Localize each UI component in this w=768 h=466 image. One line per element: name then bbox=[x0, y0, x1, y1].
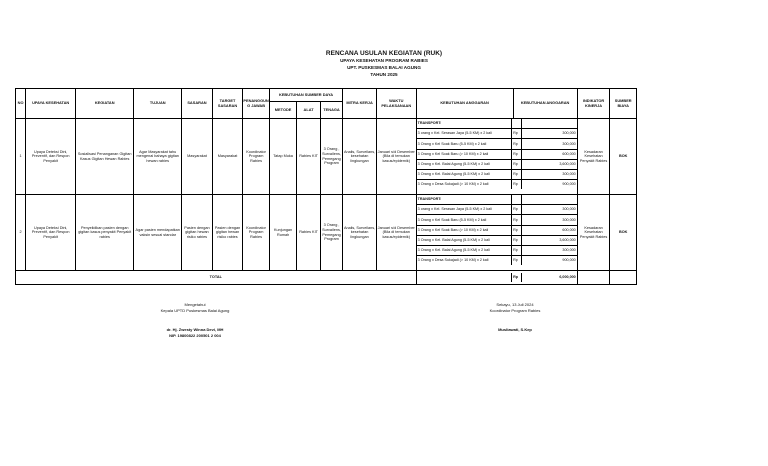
budget-item: 3 orang x Kel. Serasan Jaya (5-5 KM) x 2 kali Rp 300,000 bbox=[417, 205, 577, 215]
row-mitra: Analis, Surveilans, kesehatan lingkungan bbox=[343, 119, 377, 195]
col-upaya: UPAYA KESEHATAN bbox=[26, 89, 76, 119]
row-no: 2 bbox=[16, 195, 26, 271]
ruk-table bbox=[15, 88, 637, 285]
budget-item: 3 Orang x Kel. Balai Agung (5-5 KM) x 2 kali Rp 300,000 bbox=[417, 245, 577, 255]
budget-cell bbox=[416, 195, 577, 271]
col-indikator: INDIKATOR KINERJA bbox=[577, 89, 610, 119]
col-kegiatan: KEGIATAN bbox=[76, 89, 134, 119]
col-target: TARGET SASARAN bbox=[212, 89, 243, 119]
row-pj: Koordinator Program Rabies bbox=[243, 195, 270, 271]
col-pj: PENANGGUN G JAWAB bbox=[243, 89, 270, 119]
document-title: RENCANA USULAN KEGIATAN (RUK) bbox=[325, 50, 443, 57]
budget-item: 3 Orang x Kel. Balai Agung (5-5 KM) x 2 kali Rp 300,000 bbox=[417, 169, 577, 179]
total-label: TOTAL bbox=[16, 271, 417, 285]
sig-right-name: Musliawati, S.Kep bbox=[498, 327, 532, 332]
col-waktu: WAKTU PELAKSANAAN bbox=[376, 89, 416, 119]
budget-header: TRANSPORT: bbox=[417, 195, 512, 205]
row-kegiatan: Sosialisasi Penanganan Gigitan Kasus Gigitan Hewan Rabies bbox=[76, 119, 134, 195]
row-tenaga: 3 Orang , Survailens, Pemegang Program bbox=[320, 119, 342, 195]
col-sasaran: SASARAN bbox=[182, 89, 213, 119]
row-mitra: Analis, Surveilans, kesehatan lingkungan bbox=[343, 195, 377, 271]
document-subtitle: UPAYA KESEHATAN PROGRAM RABIES bbox=[340, 58, 428, 63]
row-kegiatan: Penyelidikan pasien dengan gigitan kasus penyakit Penyakit rabies bbox=[76, 195, 134, 271]
col-kebutuhan2: KEBUTUHAN ANGGARAN bbox=[513, 89, 577, 119]
sig-left-nip: NIP. 19800822 200501 2 004 bbox=[169, 333, 221, 338]
row-tujuan: Agar Masyarakat tahu mengenai bahaya gigitan hewan rabies bbox=[134, 119, 182, 195]
row-sumber-biaya: BOK bbox=[610, 119, 637, 195]
row-metode: Tatap Muka bbox=[269, 119, 297, 195]
budget-item: 3 Orang x Kel. Balai Agung (5-5 KM) x 2 kali Rp 3,600,000 bbox=[417, 235, 577, 245]
total-row bbox=[16, 271, 637, 285]
row-alat: Rabies KIT bbox=[297, 195, 320, 271]
budget-table bbox=[417, 119, 577, 189]
row-upaya: Upaya Deteksi Dini, Preventif, dan Respon Penyakit bbox=[26, 119, 76, 195]
document-header bbox=[0, 50, 768, 78]
col-no: NO bbox=[16, 89, 26, 119]
col-alat: ALAT bbox=[297, 102, 320, 119]
budget-item: 3 Orang x Kel Soak Baru (> 10 KM) x 2 kali Rp 600,000 bbox=[417, 225, 577, 235]
row-metode: Kunjungan Rumah bbox=[269, 195, 297, 271]
budget-table bbox=[417, 195, 577, 265]
sig-right-role: Koordinator Program Rabies bbox=[489, 308, 541, 313]
total-amount: 6,000,000 bbox=[559, 275, 576, 280]
row-target: Pasien dengan gigitan hewan risiko rabies bbox=[212, 195, 243, 271]
document-year: TAHUN 2025 bbox=[370, 72, 398, 77]
col-metode: METODE bbox=[269, 102, 297, 119]
row-indikator: Kesadaran Kesehatan Penyakit Rabies bbox=[577, 195, 610, 271]
budget-item: 3 Orang x Kel. Balai Agung (5-5 KM) x 2 kali Rp 3,600,000 bbox=[417, 159, 577, 169]
col-tenaga: TENAGA bbox=[320, 102, 342, 119]
sig-right-place: Sekayu, 13 Juli 2024 bbox=[496, 302, 534, 307]
col-mitra: MITRA KERJA bbox=[343, 89, 377, 119]
document-unit: UPT. PUSKESMAS BALAI AGUNG bbox=[347, 65, 421, 70]
col-sumber-biaya: SUMBER BIAYA bbox=[610, 89, 637, 119]
table-row bbox=[16, 195, 637, 271]
row-tenaga: 3 Orang , Survailens, Pemegang Program bbox=[320, 195, 342, 271]
budget-item: 3 orang x Kel. Serasan Jaya (5-5 KM) x 2 kali Rp 300,000 bbox=[417, 129, 577, 139]
col-tujuan: TUJUAN bbox=[134, 89, 182, 119]
col-kebutuhan: KEBUTUHAN ANGGARAN bbox=[416, 89, 513, 119]
row-sasaran: Pasien dengan gigitan hewan risiko rabies bbox=[182, 195, 213, 271]
table-row bbox=[16, 119, 637, 195]
budget-item: 3 Orang x Kel Soak Baru (> 10 KM) x 2 kali Rp 600,000 bbox=[417, 149, 577, 159]
row-indikator: Kesadaran Kesehatan Penyakit Rabies bbox=[577, 119, 610, 195]
row-no: 1 bbox=[16, 119, 26, 195]
total-rp: Rp bbox=[512, 273, 522, 282]
row-tujuan: Agar pasien mendapatkan vaksin sesuai standar bbox=[134, 195, 182, 271]
row-sasaran: Masyarakat bbox=[182, 119, 213, 195]
row-alat: Rabies KIT bbox=[297, 119, 320, 195]
budget-item: 3 Orang x Desa Sukajadi (> 10 KM) x 2 kali Rp 900,000 bbox=[417, 180, 577, 190]
budget-header: TRANSPORT: bbox=[417, 119, 512, 129]
budget-item: 3 Orang x Kel Soak Baru (5-5 KM) x 2 kali Rp 300,000 bbox=[417, 139, 577, 149]
sig-left-name: dr. Hj. Zwesty Winna Devi, MH bbox=[166, 327, 224, 332]
signature-right bbox=[460, 302, 570, 333]
signature-left bbox=[140, 302, 250, 339]
budget-item: 3 Orang x Kel Soak Baru (5-5 KM) x 2 kali Rp 300,000 bbox=[417, 215, 577, 225]
row-waktu: Januari s/d Desember (Bila di temukan kasus/epidemik) bbox=[376, 195, 416, 271]
sig-left-role2: Kepala UPTD Puskesmas Balai Agung bbox=[160, 308, 230, 313]
row-sumber-biaya: BOK bbox=[610, 195, 637, 271]
row-upaya: Upaya Deteksi Dini, Preventif, dan Respon Penyakit bbox=[26, 195, 76, 271]
row-pj: Koordinator Program Rabies bbox=[243, 119, 270, 195]
col-sumber-daya: KEBUTUHAN SUMBER DAYA bbox=[269, 89, 342, 102]
budget-cell bbox=[416, 119, 577, 195]
budget-item: 3 Orang x Desa Sukajadi (> 10 KM) x 2 kali Rp 900,000 bbox=[417, 256, 577, 266]
row-waktu: Januari s/d Desember (Bila di temukan kasus/epidemik) bbox=[376, 119, 416, 195]
row-target: Masyarakat bbox=[212, 119, 243, 195]
sig-left-role1: Mengetahui bbox=[184, 302, 206, 307]
